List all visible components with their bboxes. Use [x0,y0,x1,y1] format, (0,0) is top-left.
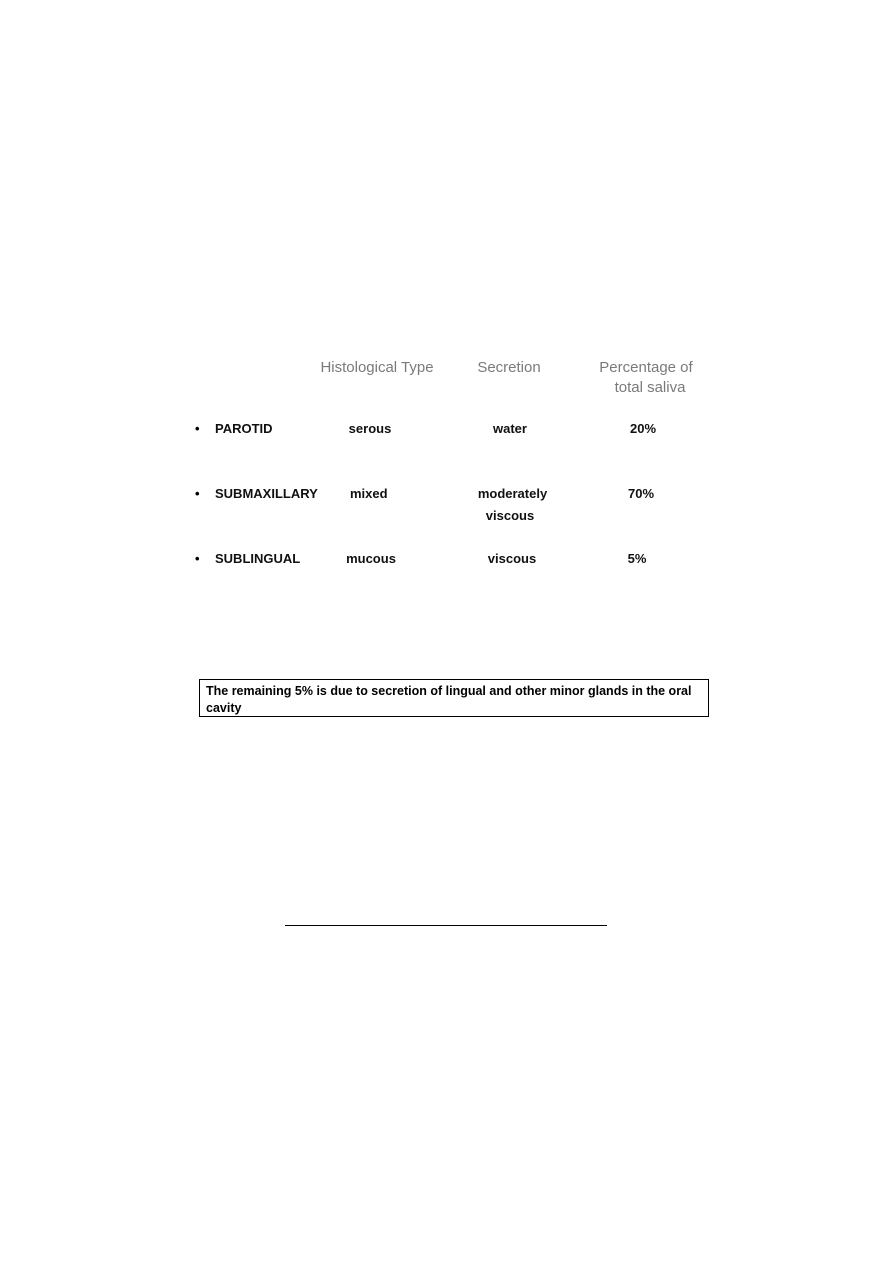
secretion-line1: viscous [487,551,537,566]
header-percentage-line1: Percentage of [599,359,693,376]
secretion-line1: moderately [477,486,548,501]
percentage: 20% [629,421,657,436]
horizontal-rule [285,925,607,926]
secretion-line2: viscous [485,508,535,523]
header-percentage [576,358,716,398]
note-box [199,679,709,717]
histological-type: mixed [350,486,388,501]
histological-type: mucous [346,551,396,566]
note-text: The remaining 5% is due to secretion of lingual and other minor glands in the oral cavity [206,684,692,715]
bullet-icon: • [195,486,200,501]
histological-type: serous [348,421,392,436]
percentage: 5% [627,551,647,566]
gland-name: PAROTID [215,421,273,436]
bullet-icon: • [195,421,200,436]
header-histological-type: Histological Type [320,359,434,376]
header-secretion: Secretion [477,359,541,376]
gland-name: SUBLINGUAL [215,551,301,566]
secretion-line1: water [493,421,527,436]
gland-name: SUBMAXILLARY [215,486,318,501]
percentage: 70% [627,486,655,501]
header-percentage-line2: total saliva [614,379,686,396]
bullet-icon: • [195,551,200,566]
